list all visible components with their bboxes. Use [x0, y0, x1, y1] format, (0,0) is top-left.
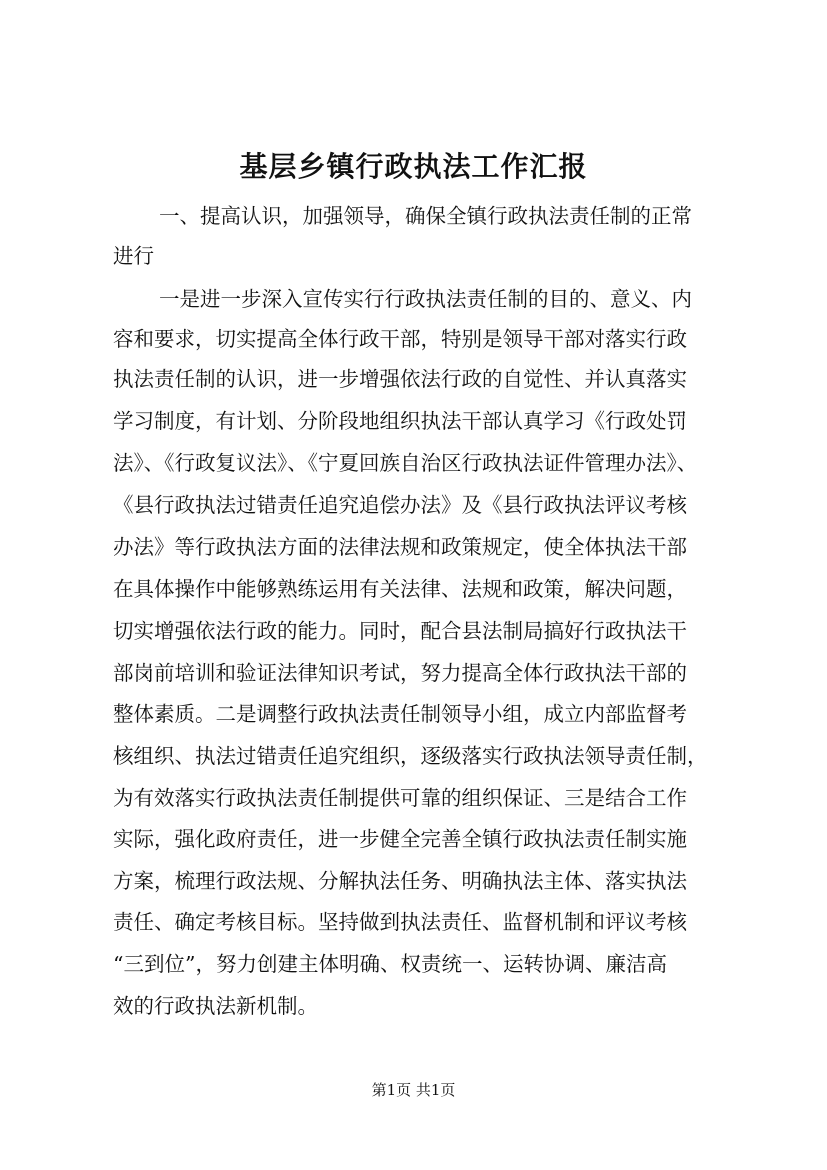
body-line: 进行 — [113, 244, 154, 268]
body-line: 一是进一步深入宣传实行行政执法责任制的目的、意义、内 — [159, 287, 692, 311]
body-line: 一、提高认识，加强领导，确保全镇行政执法责任制的正常 — [159, 204, 692, 228]
body-line: 责任、确定考核目标。坚持做到执法责任、监督机制和评议考核 — [113, 910, 687, 934]
body-line: 整体素质。二是调整行政执法责任制领导小组，成立内部监督考 — [113, 702, 687, 726]
body-line: “三到位”，努力创建主体明确、权责统一、运转协调、廉洁高 — [113, 952, 667, 976]
body-line: 实际，强化政府责任，进一步健全完善全镇行政执法责任制实施 — [113, 827, 687, 851]
document-title: 基层乡镇行政执法工作汇报 — [239, 150, 588, 183]
body-line: 切实增强依法行政的能力。同时，配合县法制局搞好行政执法干 — [113, 619, 687, 643]
body-line: 部岗前培训和验证法律知识考试，努力提高全体行政执法干部的 — [113, 661, 687, 685]
body-line: 核组织、执法过错责任追究组织，逐级落实行政执法领导责任制， — [113, 744, 708, 768]
body-line: 学习制度，有计划、分阶段地组织执法干部认真学习《行政处罚 — [113, 409, 687, 433]
body-line: 效的行政执法新机制。 — [113, 994, 318, 1018]
body-line: 容和要求，切实提高全体行政干部，特别是领导干部对落实行政 — [113, 327, 687, 351]
page-number-footer: 第1页 共1页 — [371, 1081, 456, 1099]
body-line: 执法责任制的认识，进一步增强依法行政的自觉性、并认真落实 — [113, 367, 687, 391]
body-line: 为有效落实行政执法责任制提供可靠的组织保证、三是结合工作 — [113, 786, 687, 810]
body-line: 在具体操作中能够熟练运用有关法律、法规和政策，解决问题， — [113, 577, 687, 601]
body-line: 方案，梳理行政法规、分解执法任务、明确执法主体、落实执法 — [113, 869, 687, 893]
body-line: 办法》等行政执法方面的法律法规和政策规定，使全体执法干部 — [113, 535, 687, 559]
body-line: 法》、《行政复议法》、《宁夏回族自治区行政执法证件管理办法》、 — [113, 451, 698, 475]
body-line: 《县行政执法过错责任追究追偿办法》及《县行政执法评议考核 — [113, 493, 687, 517]
